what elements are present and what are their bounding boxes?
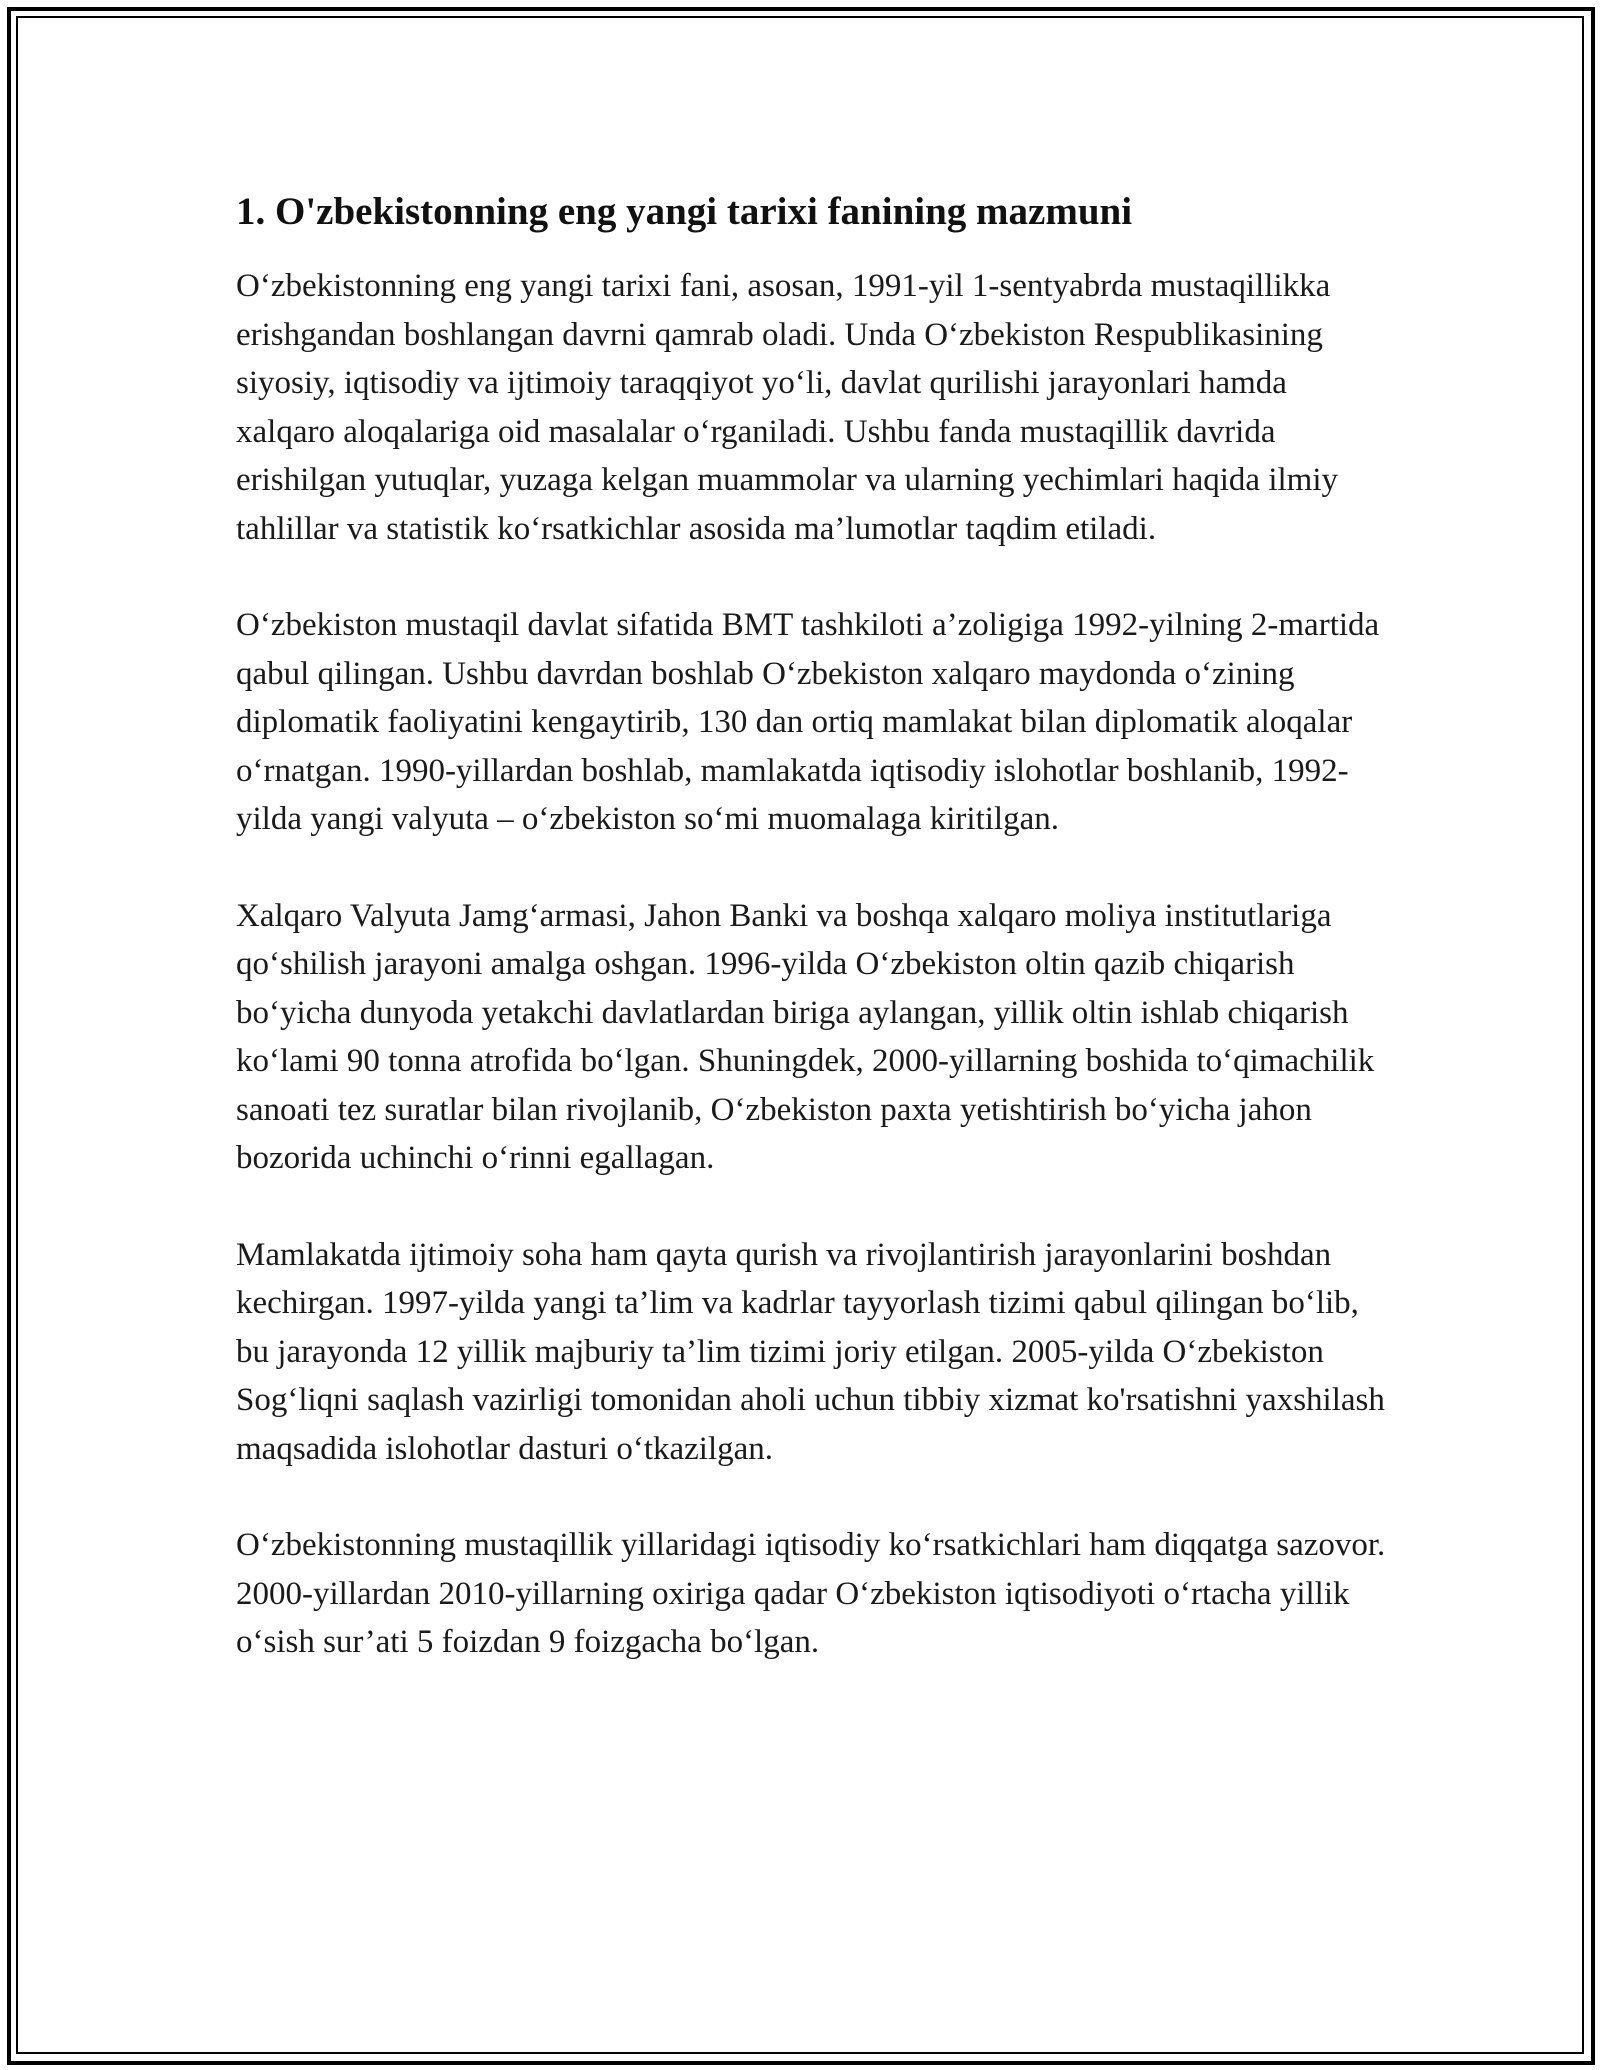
paragraph-3: Xalqaro Valyuta Jamg‘armasi, Jahon Banki va boshqa xalqaro moliya institutlariga qo‘shilish jarayoni amalga oshgan. 1996-yilda O‘zbekiston oltin qazib chiqarish bo‘yicha dunyoda yetakchi davlatlardan biriga aylangan, yillik oltin ishlab chiqarish ko‘lami 90 tonna atrofida bo‘lgan. Shuningdek, 2000-yillarning boshida to‘qimachilik sanoati tez suratlar bilan rivojlanib, O‘zbekiston paxta yetishtirish bo‘yicha jahon bozorida uchinchi o‘rinni egallagan. [236,897,1375,1176]
paragraph-5: O‘zbekistonning mustaqillik yillaridagi iqtisodiy ko‘rsatkichlari ham diqqatga sazovor. 2000-yillardan 2010-yillarning oxiriga qadar O‘zbekiston iqtisodiyoti o‘rtacha yillik o‘sish sur’ati 5 foizdan 9 foizgacha bo‘lgan. [236,1527,1386,1660]
document-body [236,186,1386,1715]
paragraph-2: O‘zbekiston mustaqil davlat sifatida BMT tashkiloti a’zoligiga 1992-yilning 2-martida qabul qilingan. Ushbu davrdan boshlab O‘zbekiston xalqaro maydonda o‘zining diplomatik faoliyatini kengaytirib, 130 dan ortiq mamlakat bilan diplomatik aloqalar o‘rnatgan. 1990-yillardan boshlab, mamlakatda iqtisodiy islohotlar boshlanib, 1992-yilda yangi valyuta – o‘zbekiston so‘mi muomalaga kiritilgan. [236,607,1380,837]
document-title: 1. O'zbekistonning eng yangi tarixi fanining mazmuni [236,190,1133,233]
paragraph-1: O‘zbekistonning eng yangi tarixi fani, asosan, 1991-yil 1-sentyabrda mustaqillikka erishgandan boshlangan davrni qamrab oladi. Unda O‘zbekiston Respublikasining siyosiy, iqtisodiy va ijtimoiy taraqqiyot yo‘li, davlat qurilishi jarayonlari hamda xalqaro aloqalariga oid masalalar o‘rganiladi. Ushbu fanda mustaqillik davrida erishilgan yutuqlar, yuzaga kelgan muammolar va ularning yechimlari haqida ilmiy tahlillar va statistik ko‘rsatkichlar asosida ma’lumotlar taqdim etiladi. [236,268,1339,547]
paragraph-4: Mamlakatda ijtimoiy soha ham qayta qurish va rivojlantirish jarayonlarini boshdan kechirgan. 1997-yilda yangi ta’lim va kadrlar tayyorlash tizimi qabul qilingan bo‘lib, bu jarayonda 12 yillik majburiy ta’lim tizimi joriy etilgan. 2005-yilda O‘zbekiston Sog‘liqni saqlash vazirligi tomonidan aholi uchun tibbiy xizmat ko'rsatishni yaxshilash maqsadida islohotlar dasturi o‘tkazilgan. [236,1236,1385,1467]
